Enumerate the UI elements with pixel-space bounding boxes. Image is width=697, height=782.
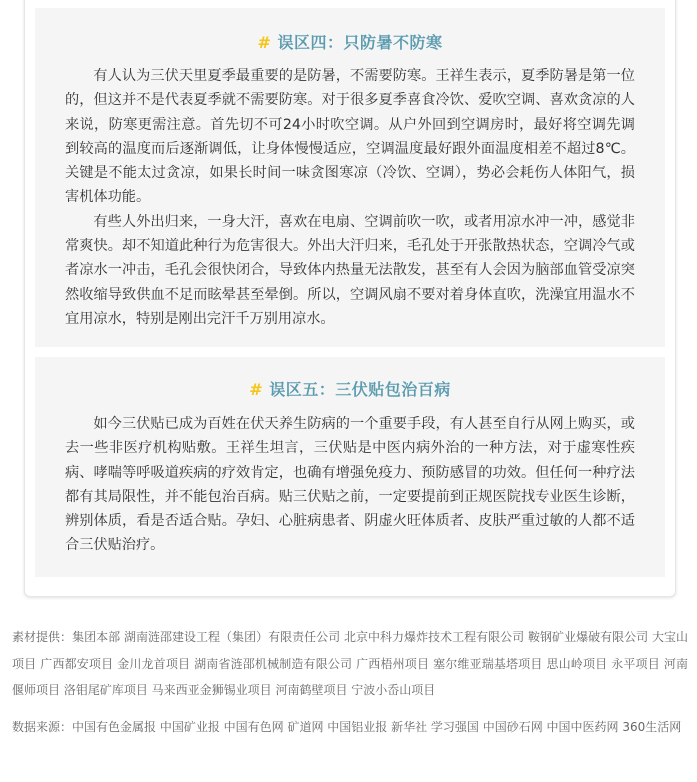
section-card-misconception-5 xyxy=(35,357,665,577)
section-title xyxy=(65,377,635,400)
hash-icon: # xyxy=(257,33,272,52)
section-title-text: 误区四：只防暑不防寒 xyxy=(277,33,443,52)
data-sources: 数据来源：中国有色金属报 中国矿业报 中国有色网 矿道网 中国铝业报 新华社 学习强国 中国砂石网 中国中医药网 360生活网 xyxy=(12,720,682,734)
section-title-text: 误区五：三伏贴包治百病 xyxy=(269,380,451,399)
paragraph: 有些人外出归来，一身大汗，喜欢在电扇、空调前吹一吹，或者用凉水冲一冲，感觉非常爽快。却不知道此种行为危害很大。外出大汗归来，毛孔处于开张散热状态，空调冷气或者凉水一冲击，毛孔会很快闭合，导致体内热量无法散发，甚至有人会因为脑部血管受凉突然收缩导致供血不足而眩晕甚至晕倒。所以，空调风扇不要对着身体直吹，洗澡宜用温水不宜用凉水，特别是刚出完汗千万别用凉水。 xyxy=(65,213,635,327)
section-card-misconception-4 xyxy=(35,8,665,347)
hash-icon: # xyxy=(249,380,264,399)
section-title xyxy=(65,30,635,53)
article-container xyxy=(24,0,676,597)
paragraph: 有人认为三伏天里夏季最重要的是防暑，不需要防寒。王祥生表示，夏季防暑是第一位的，但这并不是代表夏季就不需要防寒。对于很多夏季喜食冷饮、爱吹空调、喜欢贪凉的人来说，防寒更需注意。首先切不可24小时吹空调。从户外回到空调房时，最好将空调先调到较高的温度而后逐渐调低，让身体慢慢适应，空调温度最好跟外面温度相差不超过8℃。关键是不能太过贪凉，如果长时间一味贪图寒凉（冷饮、空调），势必会耗伤人体阳气，损害机体功能。 xyxy=(65,68,635,206)
paragraph: 如今三伏贴已成为百姓在伏天养生防病的一个重要手段，有人甚至自行从网上购买，或去一些非医疗机构贴敷。王祥生坦言，三伏贴是中医内病外治的一种方法，对于虚寒性疾病、哮喘等呼吸道疾病的疗效肯定，也确有增强免疫力、预防感冒的功效。但任何一种疗法都有其局限性，并不能包治百病。贴三伏贴之前，一定要提前到正规医院找专业医生诊断，辨别体质，看是否适合贴。孕妇、心脏病患者、阴虚火旺体质者、皮肤严重过敏的人都不适合三伏贴治疗。 xyxy=(65,416,635,554)
materials-credit: 素材提供：集团本部 湖南涟邵建设工程（集团）有限责任公司 北京中科力爆炸技术工程有限公司 鞍钢矿业爆破有限公司 大宝山项目 广西都安项目 金川龙首项目 湖南省涟邵机械制造有限公司 广西梧州项目 塞尔维亚瑞基塔项目 思山岭项目 永平项目 河南偃师项目 洛钼尾矿库项目 马来西亚金狮锡业项目 河南鹤壁项目 宁波小岙山项目 xyxy=(12,630,688,697)
